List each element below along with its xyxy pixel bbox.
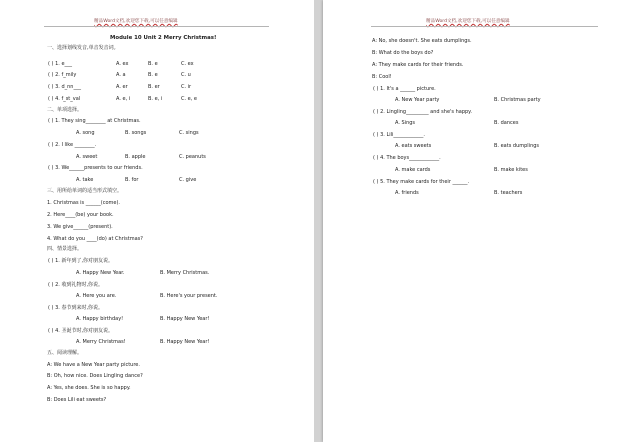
right-text-line: A. New Year party: [395, 97, 440, 103]
left-text-line: C. give: [179, 177, 197, 183]
right-text-line: A. friends: [395, 190, 419, 196]
header-note-text: 精品Word文档,欢迎您下载,可以任意编辑: [426, 19, 510, 24]
left-text-line: ( ) 4. f_st_val: [48, 96, 81, 102]
right-text-line: ( ) 2. Lingling_________ and she's happy.: [373, 109, 472, 115]
right-text-line: A. eats sweets: [395, 143, 432, 149]
left-text-line: ( ) 1. 新年到了,你对朋友说。: [48, 258, 114, 264]
right-text-line: B: Cool!: [372, 74, 392, 80]
left-text-line: B. e, i: [148, 96, 163, 102]
left-text-line: B: Does Lili eat sweets?: [47, 397, 107, 403]
right-text-line: A: They make cards for their friends.: [372, 62, 464, 68]
left-text-line: 一、选择划线发音,单音发音词。: [47, 45, 119, 51]
left-text-line: ( ) 4. 圣诞节时,你对朋友说。: [48, 328, 114, 334]
header-rule: [44, 26, 269, 27]
left-text-line: 四、情景选择。: [47, 246, 83, 252]
left-text-line: C. ir: [181, 84, 192, 90]
left-text-line: A. song: [76, 130, 95, 136]
left-text-line: 1. Christmas is ______(come).: [47, 200, 120, 206]
left-text-line: B. apple: [125, 154, 146, 160]
left-text-line: 五、阅读理解。: [47, 350, 83, 356]
left-text-line: A. Merry Christmas!: [76, 339, 126, 345]
left-text-line: ( ) 3. d_nn___: [48, 84, 81, 90]
right-text-line: B. Christmas party: [494, 97, 541, 103]
right-text-line: ( ) 5. They make cards for their ______.: [373, 179, 470, 185]
left-text-line: A. sweet: [76, 154, 98, 160]
left-text-line: B. Merry Christmas.: [160, 270, 210, 276]
left-text-line: A. a: [116, 72, 126, 78]
header-rule: [371, 26, 598, 27]
left-text-line: A. ex: [116, 61, 129, 67]
left-text-line: B. Happy New Year!: [160, 316, 210, 322]
left-text-line: B. Here's your present.: [160, 293, 218, 299]
left-text-line: B. for: [125, 177, 139, 183]
left-text-line: 3. We give______(present).: [47, 224, 113, 230]
left-text-line: B: Oh, how nice. Does Lingling dance?: [47, 373, 143, 379]
worksheet-title: Module 10 Unit 2 Merry Christmas!: [110, 35, 217, 41]
left-text-line: A: We have a New Year party picture.: [47, 362, 140, 368]
left-text-line: C. u: [181, 72, 191, 78]
left-text-line: 4. What do you ____(do) at Christmas?: [47, 236, 143, 242]
document-page-right: [323, 0, 636, 442]
header-note-text: 精品Word文档,欢迎您下载,可以任意编辑: [94, 19, 178, 24]
left-text-line: A. er: [116, 84, 128, 90]
left-text-line: 三、用所给单词的适当形式填空。: [47, 188, 123, 194]
right-text-line: B. make kites: [494, 167, 528, 173]
left-text-line: A: Yes, she does. She is so happy.: [47, 385, 131, 391]
right-text-line: ( ) 1. It's a ______ picture.: [373, 86, 436, 92]
left-text-line: 二、单项选择。: [47, 107, 83, 113]
right-text-line: A. Sings: [395, 120, 416, 126]
right-text-line: A. make cards: [395, 167, 431, 173]
left-text-line: A. take: [76, 177, 94, 183]
page-gutter: [314, 0, 323, 442]
left-text-line: B. Happy New Year!: [160, 339, 210, 345]
left-text-line: B. songs: [125, 130, 147, 136]
right-text-line: B. eats dumplings: [494, 143, 540, 149]
left-text-line: A. Happy birthday!: [76, 316, 124, 322]
left-text-line: ( ) 2. f_mily: [48, 72, 77, 78]
left-text-line: A. Happy New Year.: [76, 270, 125, 276]
left-text-line: C. peanuts: [179, 154, 206, 160]
left-text-line: B. er: [148, 84, 160, 90]
left-text-line: ( ) 3. 春节到来时,你说。: [48, 305, 104, 311]
left-text-line: C. ex: [181, 61, 194, 67]
right-text-line: B. dances: [494, 120, 519, 126]
left-text-line: B. e: [148, 61, 158, 67]
left-text-line: ( ) 1. They sing________ at Christmas.: [48, 118, 141, 124]
left-text-line: A. Here you are.: [76, 293, 117, 299]
left-text-line: ( ) 2. 收到礼物时,你说。: [48, 282, 104, 288]
left-text-line: ( ) 1. e___: [48, 61, 73, 67]
document-page-left: [0, 0, 314, 442]
left-text-line: C. e, e: [181, 96, 198, 102]
right-text-line: ( ) 3. Lili____________.: [373, 132, 425, 138]
page-header-note: [426, 18, 510, 24]
left-text-line: C. sings: [179, 130, 199, 136]
left-text-line: 2. Here____(be) your book.: [47, 212, 114, 218]
left-text-line: ( ) 3. We______presents to our friends.: [48, 165, 143, 171]
right-text-line: B: What do the boys do?: [372, 50, 434, 56]
right-text-line: ( ) 4. The boys____________.: [373, 155, 441, 161]
left-text-line: A. e, i: [116, 96, 131, 102]
page-header-note: [94, 18, 178, 24]
left-text-line: B. e: [148, 72, 158, 78]
right-text-line: A: No, she doesn't. She eats dumplings.: [372, 38, 472, 44]
right-text-line: B. teachers: [494, 190, 523, 196]
left-text-line: ( ) 2. I like ________.: [48, 142, 97, 148]
